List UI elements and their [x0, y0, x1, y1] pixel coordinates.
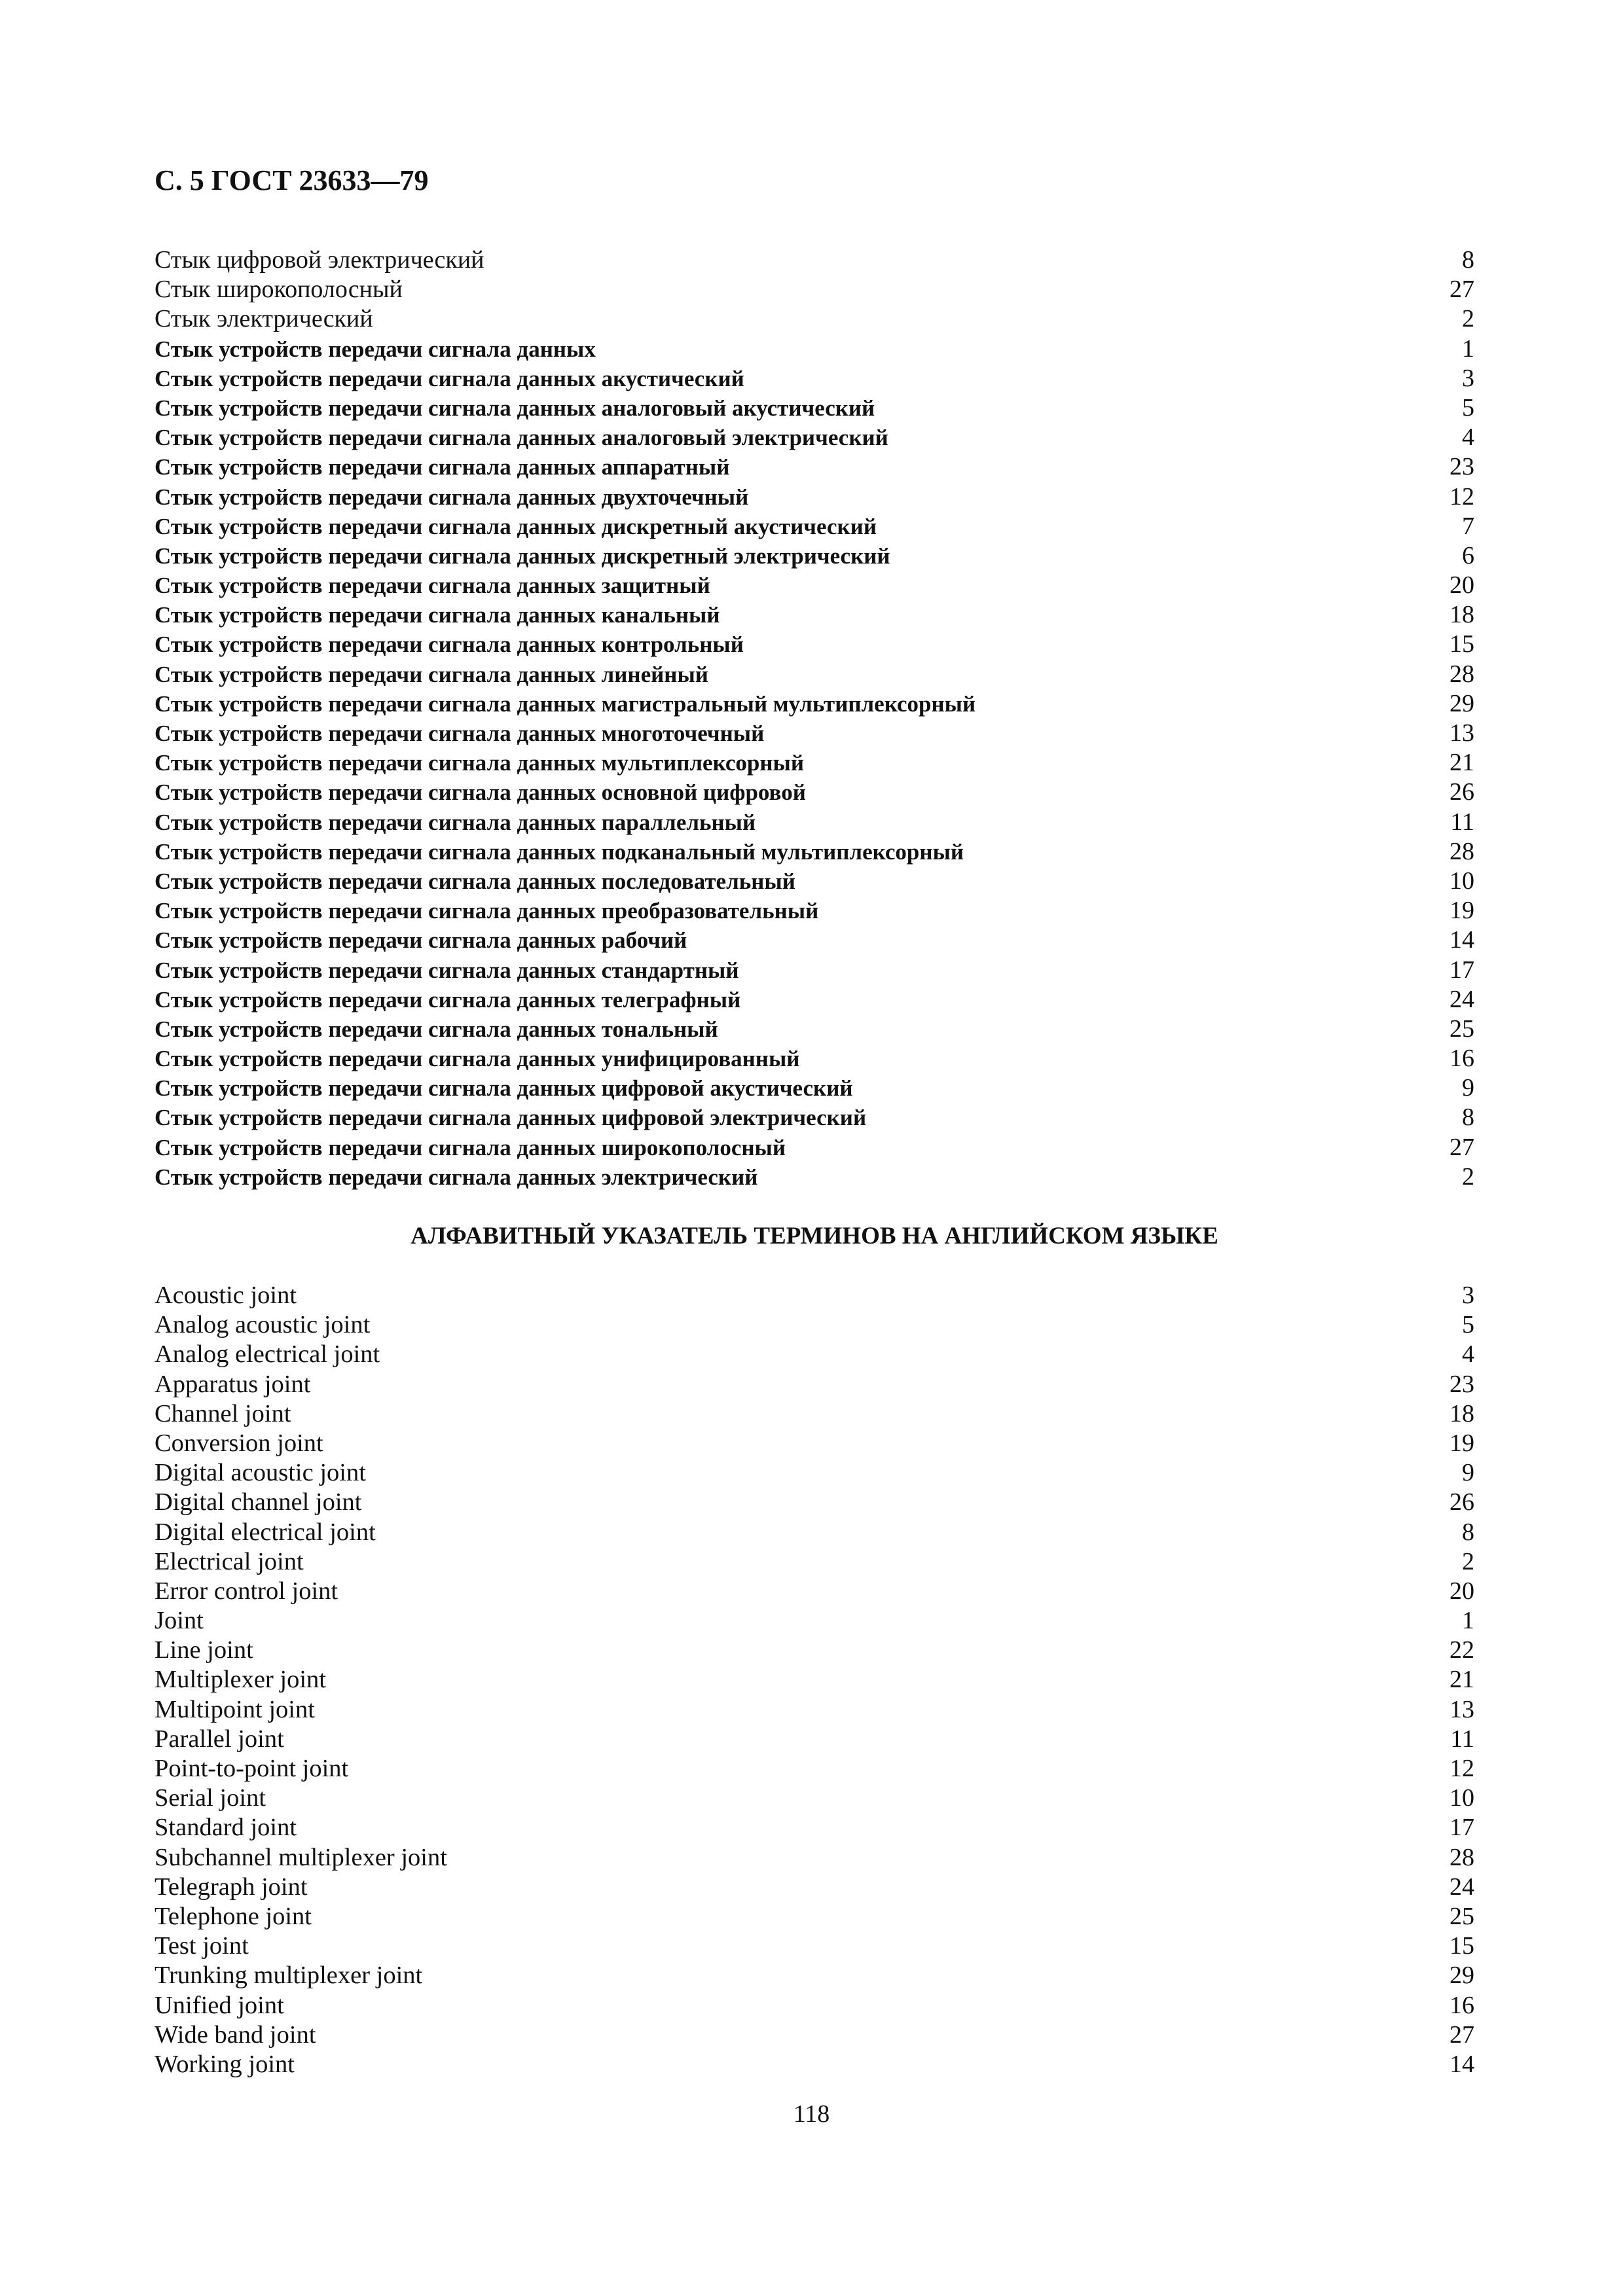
- index-term: Стык устройств передачи сигнала данных канальный: [155, 602, 720, 628]
- index-term: Стык устройств передачи сигнала данных подканальный мультиплексорный: [155, 838, 964, 865]
- index-ref-number: 2: [1462, 305, 1474, 333]
- english-index-row: [155, 1931, 1474, 1961]
- russian-index-row: [155, 808, 1474, 837]
- index-term: Стык устройств передачи сигнала данных электрический: [155, 1164, 758, 1190]
- index-term: Стык устройств передачи сигнала данных: [155, 336, 596, 362]
- index-term: Стык устройств передачи сигнала данных параллельный: [155, 809, 756, 835]
- english-index-row: [155, 1577, 1474, 1606]
- english-index-row: [155, 1606, 1474, 1636]
- index-term: Acoustic joint: [155, 1282, 297, 1309]
- russian-index-row: [155, 571, 1474, 600]
- russian-index-row: [155, 334, 1474, 364]
- index-ref-number: 20: [1450, 1577, 1474, 1605]
- index-term: Conversion joint: [155, 1429, 323, 1457]
- english-index-heading: АЛФАВИТНЫЙ УКАЗАТЕЛЬ ТЕРМИНОВ НА АНГЛИЙСКОМ ЯЗЫКЕ: [410, 1223, 1218, 1249]
- index-term: Стык устройств передачи сигнала данных аппаратный: [155, 454, 730, 480]
- index-ref-number: 27: [1450, 276, 1474, 304]
- english-index-row: [155, 1873, 1474, 1902]
- russian-index-row: [155, 1162, 1474, 1192]
- index-ref-number: 17: [1450, 956, 1474, 984]
- russian-index-row: [155, 393, 1474, 423]
- index-ref-number: 9: [1462, 1459, 1474, 1487]
- english-index-row: [155, 2020, 1474, 2050]
- russian-index-row: [155, 630, 1474, 659]
- index-ref-number: 14: [1450, 926, 1474, 954]
- index-ref-number: 24: [1450, 985, 1474, 1013]
- index-ref-number: 13: [1450, 719, 1474, 747]
- index-ref-number: 3: [1462, 1282, 1474, 1309]
- index-ref-number: 19: [1450, 1429, 1474, 1457]
- index-term: Стык устройств передачи сигнала данных последовательный: [155, 868, 795, 894]
- index-ref-number: 26: [1450, 1488, 1474, 1516]
- index-term: Multiplexer joint: [155, 1666, 326, 1694]
- english-index-row: [155, 1813, 1474, 1842]
- russian-index-row: [155, 512, 1474, 541]
- index-ref-number: 17: [1450, 1814, 1474, 1842]
- index-ref-number: 16: [1450, 1991, 1474, 2019]
- index-term: Standard joint: [155, 1814, 297, 1842]
- english-index-row: [155, 1488, 1474, 1517]
- russian-term-index: [155, 245, 1474, 1192]
- index-term: Стык электрический: [155, 305, 373, 333]
- index-ref-number: 21: [1450, 749, 1474, 777]
- index-ref-number: 18: [1450, 601, 1474, 629]
- english-index-row: [155, 1695, 1474, 1725]
- page-header: С. 5 ГОСТ 23633—79: [155, 164, 429, 196]
- index-ref-number: 11: [1450, 808, 1474, 836]
- english-index-row: [155, 1518, 1474, 1547]
- index-term: Стык устройств передачи сигнала данных широкополосный: [155, 1134, 786, 1160]
- index-term: Joint: [155, 1607, 204, 1635]
- index-term: Wide band joint: [155, 2020, 316, 2049]
- russian-index-row: [155, 925, 1474, 955]
- english-index-row: [155, 1458, 1474, 1488]
- index-term: Serial joint: [155, 1784, 266, 1812]
- russian-index-row: [155, 482, 1474, 512]
- index-term: Стык устройств передачи сигнала данных тональный: [155, 1016, 718, 1042]
- english-term-index: [155, 1281, 1474, 2079]
- index-term: Test joint: [155, 1932, 249, 1960]
- index-ref-number: 15: [1450, 630, 1474, 658]
- russian-index-row: [155, 275, 1474, 304]
- index-term: Стык устройств передачи сигнала данных преобразовательный: [155, 898, 819, 924]
- index-ref-number: 4: [1462, 1340, 1474, 1369]
- index-ref-number: 3: [1462, 364, 1474, 392]
- index-term: Стык устройств передачи сигнала данных двухточечный: [155, 484, 749, 510]
- index-term: Digital channel joint: [155, 1488, 362, 1516]
- russian-index-row: [155, 867, 1474, 896]
- index-term: Digital electrical joint: [155, 1518, 376, 1546]
- index-term: Line joint: [155, 1636, 253, 1664]
- index-ref-number: 23: [1450, 1370, 1474, 1398]
- index-term: Trunking multiplexer joint: [155, 1962, 423, 1990]
- index-term: Unified joint: [155, 1991, 284, 2019]
- index-term: Стык устройств передачи сигнала данных цифровой электрический: [155, 1105, 867, 1131]
- english-index-row: [155, 1991, 1474, 2020]
- russian-index-row: [155, 1044, 1474, 1073]
- index-term: Стык устройств передачи сигнала данных контрольный: [155, 632, 744, 658]
- index-term: Analog acoustic joint: [155, 1311, 371, 1339]
- index-term: Стык устройств передачи сигнала данных линейный: [155, 661, 708, 687]
- index-term: Parallel joint: [155, 1725, 284, 1753]
- index-ref-number: 12: [1450, 1755, 1474, 1782]
- index-term: Apparatus joint: [155, 1370, 311, 1398]
- index-ref-number: 10: [1450, 1784, 1474, 1812]
- index-ref-number: 28: [1450, 660, 1474, 688]
- index-term: Telephone joint: [155, 1902, 312, 1930]
- index-ref-number: 19: [1450, 897, 1474, 925]
- index-ref-number: 12: [1450, 482, 1474, 511]
- english-index-row: [155, 1340, 1474, 1369]
- index-ref-number: 18: [1450, 1399, 1474, 1427]
- index-ref-number: 28: [1450, 1843, 1474, 1871]
- russian-index-row: [155, 364, 1474, 393]
- index-ref-number: 25: [1450, 1014, 1474, 1043]
- index-ref-number: 11: [1450, 1725, 1474, 1753]
- english-index-row: [155, 2050, 1474, 2079]
- russian-index-row: [155, 1014, 1474, 1044]
- index-term: Стык устройств передачи сигнала данных основной цифровой: [155, 780, 806, 806]
- index-term: Стык устройств передачи сигнала данных рабочий: [155, 927, 687, 954]
- index-ref-number: 7: [1462, 512, 1474, 540]
- index-ref-number: 5: [1462, 393, 1474, 422]
- index-term: Стык устройств передачи сигнала данных дискретный электрический: [155, 543, 890, 569]
- index-term: Electrical joint: [155, 1547, 304, 1575]
- index-term: Стык устройств передачи сигнала данных телеграфный: [155, 986, 741, 1013]
- index-term: Стык устройств передачи сигнала данных аналоговый акустический: [155, 395, 875, 421]
- russian-index-row: [155, 423, 1474, 452]
- index-term: Digital acoustic joint: [155, 1459, 366, 1487]
- index-term: Стык устройств передачи сигнала данных многоточечный: [155, 721, 765, 746]
- index-ref-number: 2: [1462, 1547, 1474, 1575]
- index-ref-number: 26: [1450, 778, 1474, 806]
- index-ref-number: 13: [1450, 1695, 1474, 1723]
- index-term: Error control joint: [155, 1577, 338, 1605]
- index-ref-number: 14: [1450, 2050, 1474, 2078]
- index-term: Стык устройств передачи сигнала данных унифицированный: [155, 1046, 800, 1072]
- english-index-row: [155, 1399, 1474, 1429]
- russian-index-row: [155, 896, 1474, 925]
- index-term: Стык цифровой электрический: [155, 246, 484, 274]
- index-term: Channel joint: [155, 1399, 291, 1427]
- russian-index-row: [155, 689, 1474, 719]
- index-ref-number: 20: [1450, 571, 1474, 600]
- index-term: Стык устройств передачи сигнала данных стандартный: [155, 957, 739, 983]
- index-ref-number: 25: [1450, 1902, 1474, 1930]
- russian-index-row: [155, 452, 1474, 482]
- index-ref-number: 28: [1450, 837, 1474, 865]
- index-term: Стык устройств передачи сигнала данных акустический: [155, 365, 744, 391]
- index-ref-number: 24: [1450, 1873, 1474, 1901]
- english-index-row: [155, 1784, 1474, 1813]
- index-ref-number: 27: [1450, 2020, 1474, 2049]
- index-ref-number: 1: [1462, 1607, 1474, 1635]
- english-index-row: [155, 1725, 1474, 1754]
- index-term: Multipoint joint: [155, 1695, 315, 1723]
- russian-index-row: [155, 600, 1474, 630]
- index-term: Point-to-point joint: [155, 1755, 349, 1782]
- index-ref-number: 16: [1450, 1045, 1474, 1073]
- index-ref-number: 15: [1450, 1932, 1474, 1960]
- index-term: Стык устройств передачи сигнала данных защитный: [155, 573, 710, 599]
- index-term: Стык устройств передачи сигнала данных аналоговый электрический: [155, 425, 888, 451]
- english-index-row: [155, 1754, 1474, 1784]
- index-ref-number: 29: [1450, 689, 1474, 717]
- english-index-row: [155, 1370, 1474, 1399]
- index-ref-number: 22: [1450, 1636, 1474, 1664]
- russian-index-row: [155, 719, 1474, 748]
- page-number: 118: [793, 2100, 830, 2128]
- english-index-row: [155, 1636, 1474, 1665]
- index-ref-number: 23: [1450, 453, 1474, 481]
- english-index-row: [155, 1547, 1474, 1577]
- index-term: Стык устройств передачи сигнала данных мультиплексорный: [155, 750, 805, 776]
- russian-index-row: [155, 1133, 1474, 1162]
- russian-index-row: [155, 985, 1474, 1014]
- russian-index-row: [155, 660, 1474, 689]
- english-index-row: [155, 1310, 1474, 1340]
- index-term: Analog electrical joint: [155, 1340, 380, 1369]
- english-index-row: [155, 1843, 1474, 1873]
- russian-index-row: [155, 1073, 1474, 1103]
- english-index-row: [155, 1961, 1474, 1990]
- index-term: Стык устройств передачи сигнала данных цифровой акустический: [155, 1075, 853, 1102]
- russian-index-row: [155, 748, 1474, 778]
- index-ref-number: 5: [1462, 1311, 1474, 1339]
- index-ref-number: 29: [1450, 1962, 1474, 1990]
- index-ref-number: 9: [1462, 1074, 1474, 1102]
- russian-index-row: [155, 956, 1474, 985]
- index-term: Working joint: [155, 2050, 295, 2078]
- russian-index-row: [155, 245, 1474, 275]
- index-ref-number: 1: [1462, 334, 1474, 363]
- index-ref-number: 8: [1462, 1518, 1474, 1546]
- english-index-row: [155, 1665, 1474, 1695]
- index-ref-number: 4: [1462, 423, 1474, 452]
- index-ref-number: 21: [1450, 1666, 1474, 1694]
- russian-index-row: [155, 304, 1474, 334]
- english-index-row: [155, 1281, 1474, 1310]
- index-ref-number: 10: [1450, 867, 1474, 895]
- index-ref-number: 6: [1462, 541, 1474, 569]
- english-index-row: [155, 1902, 1474, 1931]
- index-ref-number: 8: [1462, 1103, 1474, 1132]
- index-term: Стык устройств передачи сигнала данных магистральный мультиплексорный: [155, 691, 976, 717]
- russian-index-row: [155, 837, 1474, 867]
- index-ref-number: 8: [1462, 246, 1474, 274]
- russian-index-row: [155, 778, 1474, 807]
- index-term: Стык устройств передачи сигнала данных дискретный акустический: [155, 513, 877, 539]
- index-ref-number: 2: [1462, 1162, 1474, 1191]
- russian-index-row: [155, 1103, 1474, 1132]
- index-term: Стык широкополосный: [155, 276, 403, 304]
- index-ref-number: 27: [1450, 1133, 1474, 1161]
- russian-index-row: [155, 541, 1474, 571]
- index-term: Subchannel multiplexer joint: [155, 1843, 447, 1871]
- index-term: Telegraph joint: [155, 1873, 308, 1901]
- english-index-row: [155, 1429, 1474, 1458]
